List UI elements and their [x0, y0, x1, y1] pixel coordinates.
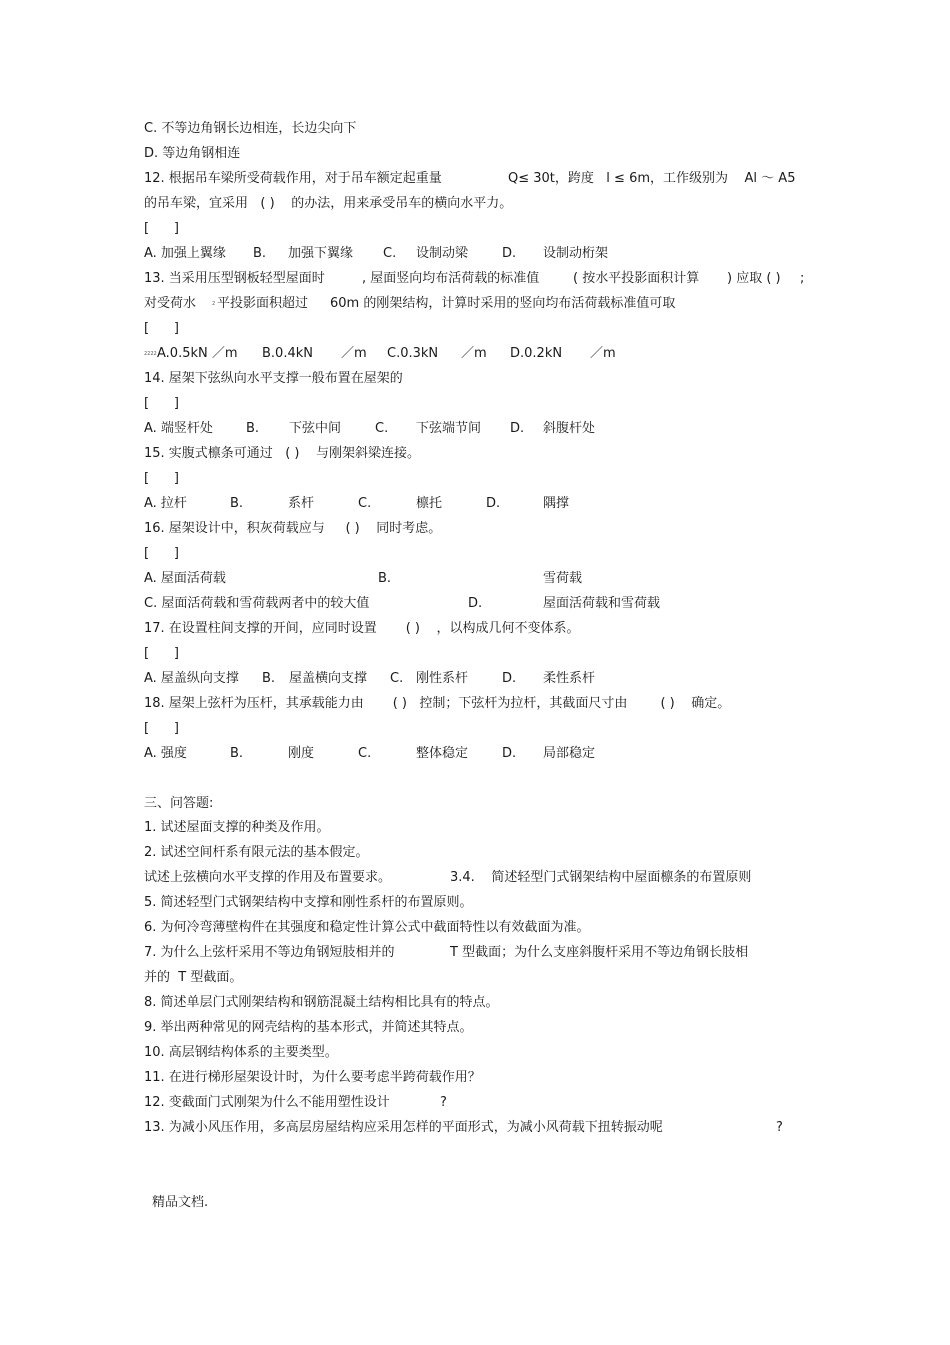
essay-question-3-4: 3.4. 简述轻型门式钢架结构中屋面檩条的布置原则: [450, 870, 752, 885]
q12-option-d-letter: D.: [502, 246, 517, 261]
q18-option-c: 整体稳定: [416, 746, 469, 761]
q12-option-a: A. 加强上翼缘: [144, 246, 226, 261]
q16-option-d: 屋面活荷载和雪荷载: [543, 596, 661, 611]
q14-option-d: 斜腹杆处: [543, 421, 596, 436]
q18-option-d: 局部稳定: [543, 746, 596, 761]
q12-option-b-letter: B.: [253, 246, 267, 261]
option-d-line: D. 等边角钢相连: [144, 146, 241, 161]
q17-option-d: 柔性系杆: [543, 671, 596, 686]
q12-condition: Q≤ 30t，跨度 l ≤ 6m，工作级别为 Al ～ A5: [508, 171, 796, 186]
essay-question-10: 10. 高层钢结构体系的主要类型。: [144, 1045, 338, 1060]
q16-option-a: A. 屋面活荷载: [144, 571, 226, 586]
q14-option-c: 下弦端节间: [416, 421, 482, 436]
q18-option-a: A. 强度: [144, 746, 187, 761]
q13-answer-bracket: [ ]: [144, 321, 179, 336]
q14-option-b-letter: B.: [246, 421, 260, 436]
q15-option-b: 系杆: [288, 496, 315, 511]
essay-question-12-mark: ?: [440, 1095, 447, 1110]
q13-text-1b: , 屋面竖向均布活荷载的标准值: [362, 271, 540, 286]
q15-option-b-letter: B.: [230, 496, 244, 511]
q13-text-2a: 对受荷水: [144, 296, 197, 311]
q13-text-2c: 60m 的刚架结构，计算时采用的竖向均布活荷载标准值可取: [330, 296, 676, 311]
q17-option-b: 屋盖横向支撑: [289, 671, 368, 686]
q12-option-c: 设制动梁: [416, 246, 469, 261]
q17-option-c-letter: C.: [390, 671, 404, 686]
option-c-line: C. 不等边角钢长边相连，长边尖向下: [144, 121, 357, 136]
essay-question-3-text: 试述上弦横向水平支撑的作用及布置要求。: [144, 870, 392, 885]
essay-question-7-c: 并的 T 型截面。: [144, 970, 243, 985]
q12-option-c-letter: C.: [383, 246, 397, 261]
essay-question-8: 8. 简述单层门式刚架结构和钢筋混凝土结构相比具有的特点。: [144, 995, 499, 1010]
essay-question-1: 1. 试述屋面支撑的种类及作用。: [144, 820, 330, 835]
q13-text-1c: ( 按水平投影面积计算: [573, 271, 700, 286]
q17-option-b-letter: B.: [262, 671, 276, 686]
q14-option-c-letter: C.: [375, 421, 389, 436]
q15-option-c: 檩托: [416, 496, 443, 511]
q12-option-b: 加强下翼缘: [288, 246, 354, 261]
q13-text-2b: 平投影面积超过: [217, 296, 309, 311]
q13-option-c-unit: ／m: [461, 346, 487, 361]
q15-option-c-letter: C.: [358, 496, 372, 511]
q12-text-1: 12. 根据吊车梁所受荷载作用，对于吊车额定起重量: [144, 171, 442, 186]
q17-option-d-letter: D.: [502, 671, 517, 686]
q13-prefix: 2222: [144, 351, 157, 357]
q18-option-d-letter: D.: [502, 746, 517, 761]
q13-option-d: D.0.2kN: [510, 346, 563, 361]
q18-option-b-letter: B.: [230, 746, 244, 761]
q13-option-b-unit: ／m: [341, 346, 367, 361]
q13-text-1e: ;: [800, 271, 805, 286]
q15-option-d: 隅撑: [543, 496, 570, 511]
q15-answer-bracket: [ ]: [144, 471, 179, 486]
essay-question-7-b: T 型截面；为什么支座斜腹杆采用不等边角钢长肢相: [450, 945, 749, 960]
q15-text: 15. 实腹式檩条可通过 ( ) 与刚架斜梁连接。: [144, 446, 421, 461]
q13-option-a: A.0.5kN ／m: [157, 346, 238, 361]
essay-question-6: 6. 为何冷弯薄壁构件在其强度和稳定性计算公式中截面特性以有效截面为准。: [144, 920, 590, 935]
q14-text: 14. 屋架下弦纵向水平支撑一般布置在屋架的: [144, 371, 403, 386]
q17-text: 17. 在设置柱间支撑的开间，应同时设置 ( ) ，以构成几何不变体系。: [144, 621, 580, 636]
q18-answer-bracket: [ ]: [144, 721, 179, 736]
q16-option-b-letter: B.: [378, 571, 392, 586]
essay-question-11: 11. 在进行梯形屋架设计时，为什么要考虑半跨荷载作用？: [144, 1070, 481, 1085]
q13-option-d-unit: ／m: [590, 346, 616, 361]
q18-option-c-letter: C.: [358, 746, 372, 761]
essay-question-7-a: 7. 为什么上弦杆采用不等边角钢短肢相并的: [144, 945, 395, 960]
q17-answer-bracket: [ ]: [144, 646, 179, 661]
section-heading: 三、问答题:: [144, 796, 214, 811]
essay-question-2: 2. 试述空间杆系有限元法的基本假定。: [144, 845, 369, 860]
essay-question-13-mark: ?: [776, 1120, 783, 1135]
q12-option-d: 设制动桁架: [543, 246, 609, 261]
q17-option-c: 刚性系杆: [416, 671, 469, 686]
essay-question-5: 5. 简述轻型门式钢架结构中支撑和刚性系杆的布置原则。: [144, 895, 473, 910]
q14-option-a: A. 端竖杆处: [144, 421, 213, 436]
q12-answer-bracket: [ ]: [144, 221, 179, 236]
q13-text-1a: 13. 当采用压型钢板轻型屋面时: [144, 271, 325, 286]
q16-text: 16. 屋架设计中，积灰荷载应与 ( ) 同时考虑。: [144, 521, 442, 536]
q14-option-d-letter: D.: [510, 421, 525, 436]
q18-text: 18. 屋架上弦杆为压杆，其承载能力由 ( ) 控制；下弦杆为拉杆，其截面尺寸由 ( ) 确定。: [144, 696, 731, 711]
q16-option-d-letter: D.: [468, 596, 483, 611]
q13-option-c: C.0.3kN: [387, 346, 439, 361]
q16-option-b: 雪荷载: [543, 571, 583, 586]
essay-question-9: 9. 举出两种常见的网壳结构的基本形式，并简述其特点。: [144, 1020, 473, 1035]
q16-answer-bracket: [ ]: [144, 546, 179, 561]
q18-option-b: 刚度: [288, 746, 315, 761]
q14-option-b: 下弦中间: [289, 421, 342, 436]
q13-superscript: 2: [212, 301, 216, 307]
q15-option-a: A. 拉杆: [144, 496, 187, 511]
q16-option-c: C. 屋面活荷载和雪荷载两者中的较大值: [144, 596, 370, 611]
q13-text-1d: ) 应取 ( ): [727, 271, 781, 286]
q14-answer-bracket: [ ]: [144, 396, 179, 411]
footer-text: 精品文档.: [152, 1195, 209, 1210]
essay-question-13: 13. 为减小风压作用，多高层房屋结构应采用怎样的平面形式，为减小风荷载下扭转振动呢: [144, 1120, 663, 1135]
essay-question-12: 12. 变截面门式刚架为什么不能用塑性设计: [144, 1095, 390, 1110]
q15-option-d-letter: D.: [486, 496, 501, 511]
q13-option-b: B.0.4kN: [262, 346, 313, 361]
q17-option-a: A. 屋盖纵向支撑: [144, 671, 239, 686]
q12-text-2: 的吊车梁，宜采用 ( ) 的办法，用来承受吊车的横向水平力。: [144, 196, 513, 211]
